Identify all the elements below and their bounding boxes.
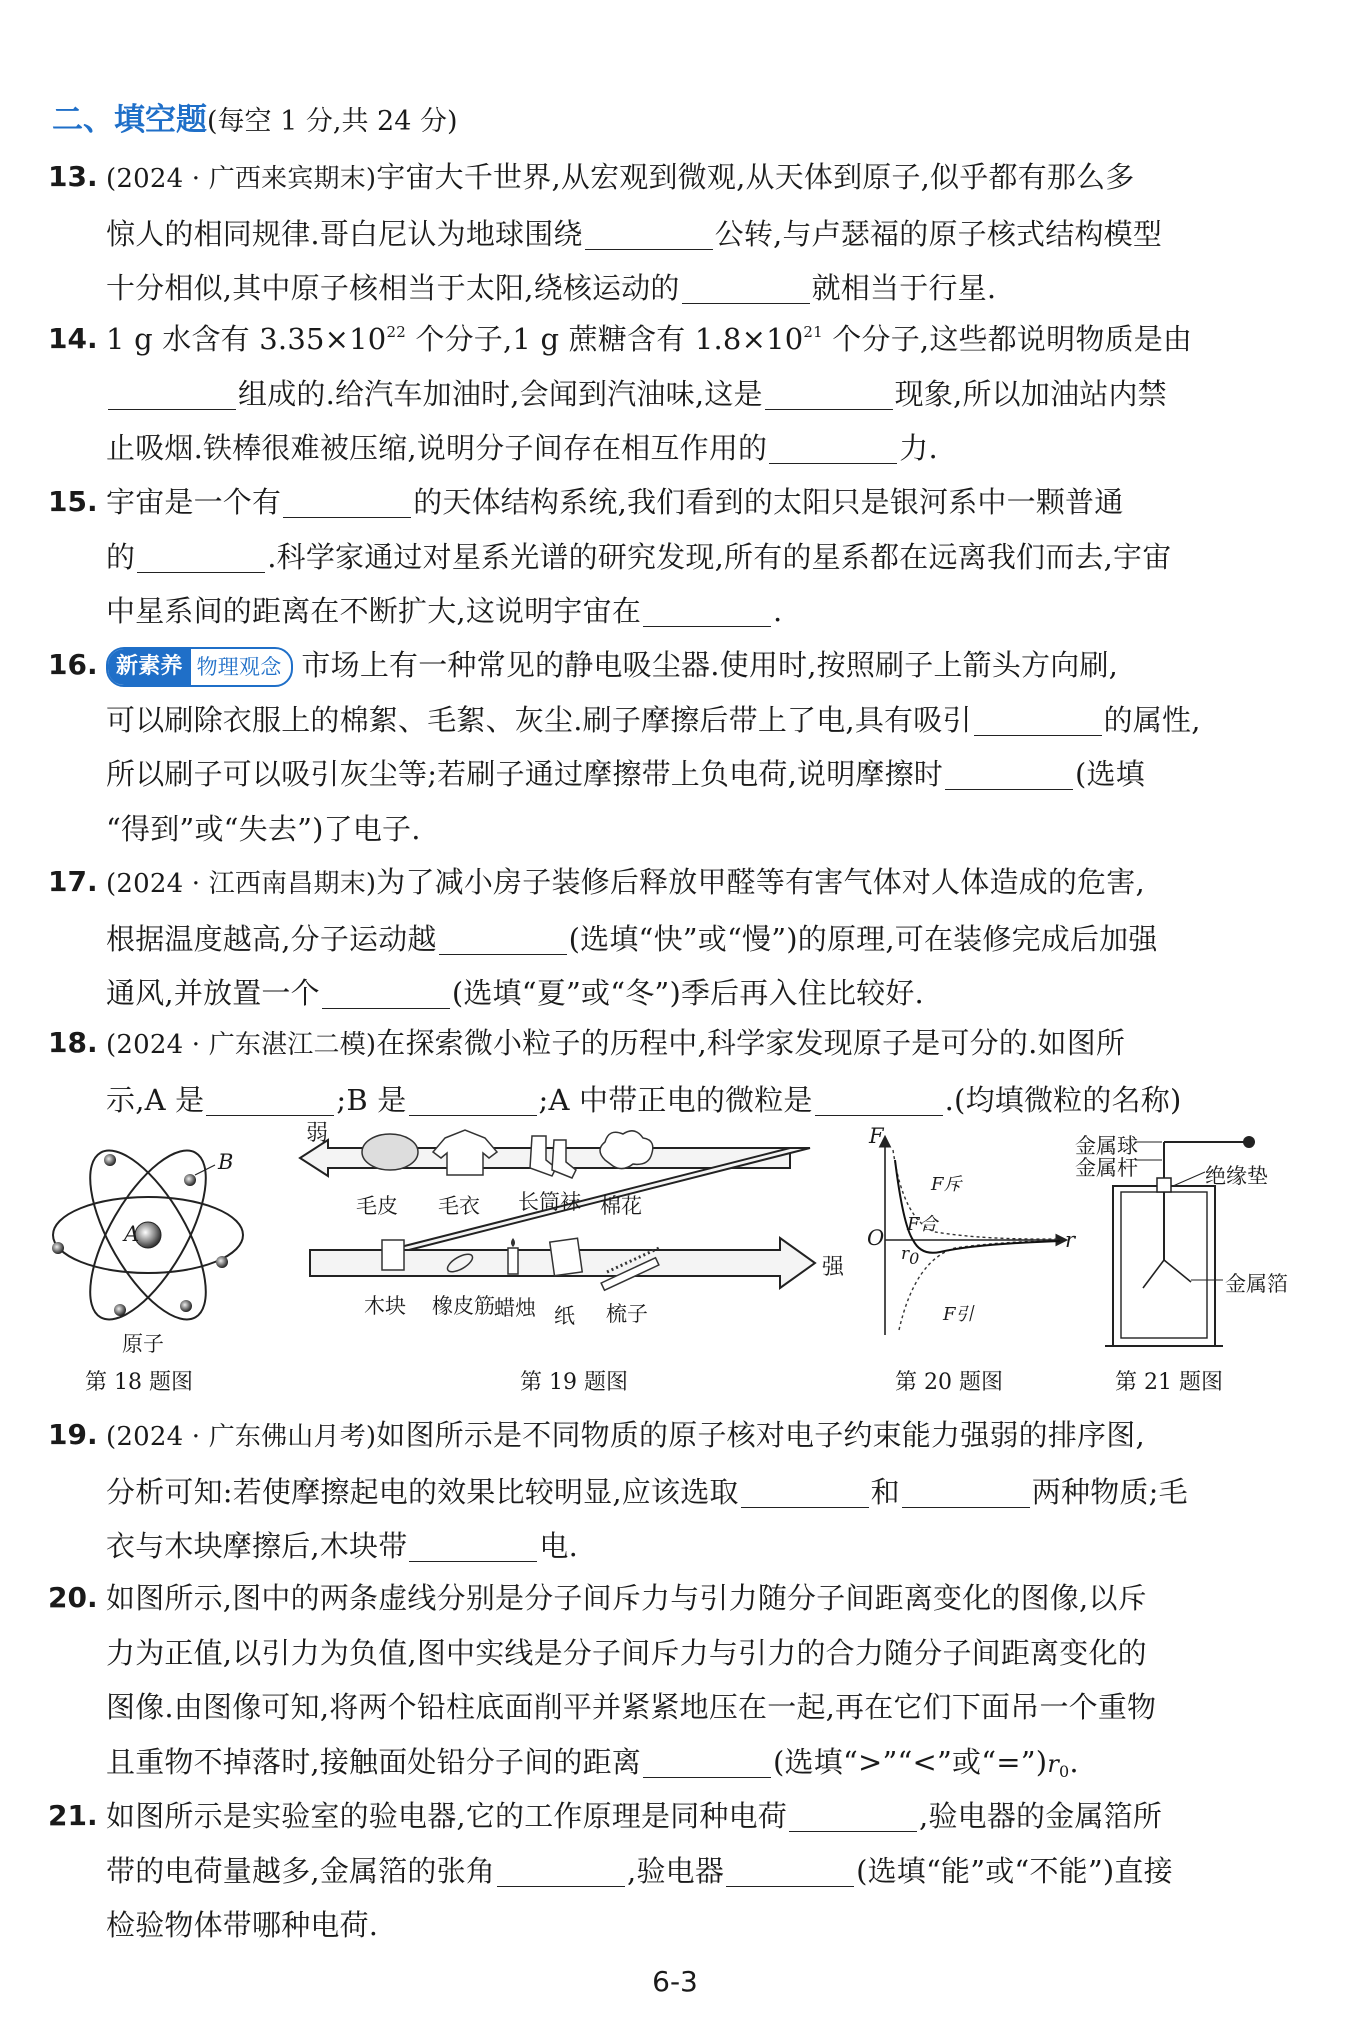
question-text: 组成的.给汽车加油时,会闻到汽油味,这是 — [238, 376, 763, 411]
question-number: 17. — [48, 865, 98, 898]
question-15 — [48, 475, 1318, 639]
question-text: 如图所示是不同物质的原子核对电子约束能力强弱的排序图, — [376, 1418, 1145, 1452]
top-item-label: 毛皮 — [356, 1194, 398, 1218]
electron — [52, 1242, 64, 1254]
metal-rod-label: 金属杆 — [1075, 1156, 1138, 1180]
answer-blank[interactable] — [741, 1473, 869, 1508]
bottom-item-label: 木块 — [364, 1294, 406, 1318]
answer-blank[interactable] — [902, 1473, 1030, 1508]
answer-blank[interactable] — [283, 483, 411, 518]
answer-blank[interactable] — [439, 920, 567, 955]
figure-caption: 第 20 题图 — [895, 1370, 1003, 1395]
electron — [180, 1300, 192, 1312]
question-text: ;B 是 — [336, 1082, 407, 1117]
question-text: 十分相似,其中原子核相当于太阳,绕核运动的 — [106, 271, 680, 305]
question-text: 在探索微小粒子的历程中,科学家发现原子是可分的.如图所 — [376, 1026, 1126, 1060]
question-16 — [48, 638, 1318, 856]
question-text: 市场上有一种常见的静电吸尘器.使用时,按照刷子上箭头方向刷, — [301, 648, 1119, 682]
question-text: 就相当于行星. — [811, 271, 997, 305]
question-text: . — [773, 594, 783, 628]
question-text: 惊人的相同规律.哥白尼认为地球围绕 — [106, 216, 583, 251]
section-title — [52, 94, 458, 139]
question-source: (2024 · 广东佛山月考) — [106, 1422, 377, 1452]
question-number: 18. — [48, 1026, 98, 1059]
question-text: (选填“能”或“不能”)直接 — [856, 1853, 1173, 1888]
electron — [104, 1154, 116, 1166]
page-number: 6-3 — [652, 1965, 698, 1998]
metal-ball — [1243, 1136, 1255, 1148]
metal-foil — [1143, 1260, 1191, 1288]
candle-icon — [508, 1238, 518, 1274]
question-text: (选填 — [1075, 757, 1145, 791]
answer-blank[interactable] — [497, 1852, 625, 1887]
question-text: 电. — [539, 1529, 579, 1563]
question-text: 带的电荷量越多,金属箔的张角 — [106, 1853, 496, 1888]
question-text: 图像.由图像可知,将两个铅柱底面削平并紧紧地压在一起,再在它们下面吊一个重物 — [106, 1690, 1157, 1724]
bottom-item-label: 纸 — [554, 1304, 575, 1328]
answer-blank[interactable] — [322, 974, 450, 1009]
answer-blank[interactable] — [643, 592, 771, 627]
answer-blank[interactable] — [769, 429, 897, 464]
question-source: (2024 · 广东湛江二模) — [106, 1030, 377, 1060]
f-repel-label: F斥 — [931, 1174, 962, 1195]
question-text: 检验物体带哪种电荷. — [106, 1908, 379, 1942]
literacy-badge — [106, 647, 293, 687]
question-text: 1 g 水含有 3.35×10 — [106, 322, 387, 356]
question-20: 20. 如图所示,图中的两条虚线分别是分子间斥力与引力随分子间距离变化的图像,以斥 力为正值,以引力为负值,图中实线是分子间斥力与引力的合力随分子间距离变化的 图像.由图像可知,将两个铅柱底面削平并紧紧地压在一起,再在它们下面吊一个重物 且重物不掉落时,接触面处铅分子间的距离 (选填“>”“<”或“$=”)r_0$. — [48, 1571, 1318, 1791]
question-text: 止吸烟.铁棒很难被压缩,说明分子间存在相互作用的 — [106, 431, 768, 465]
question-number: 19. — [48, 1418, 98, 1451]
question-text: 力为正值,以引力为负值,图中实线是分子间斥力与引力的合力随分子间距离变化的 — [106, 1635, 1147, 1670]
label-b: B — [218, 1150, 234, 1174]
metal-ball-label: 金属球 — [1075, 1134, 1138, 1158]
weak-label: 弱 — [306, 1121, 329, 1146]
question-21 — [48, 1789, 1318, 1953]
question-18 — [48, 1016, 1318, 1127]
question-text: 所以刷子可以吸引灰尘等;若刷子通过摩擦带上负电荷,说明摩擦时 — [106, 757, 943, 791]
axis-r-label: r — [1065, 1228, 1076, 1252]
question-text: 的属性, — [1103, 702, 1201, 737]
answer-blank[interactable] — [108, 375, 236, 410]
force-distance-graph — [865, 1120, 1085, 1350]
bottom-item-label: 橡皮筋 — [432, 1294, 495, 1318]
r0-label: $r_0$ — [901, 1244, 920, 1268]
question-text: 可以刷除衣服上的棉絮、毛絮、灰尘.刷子摩擦后带上了电,具有吸引 — [106, 702, 972, 737]
answer-blank[interactable] — [682, 269, 810, 304]
question-text: (选填“夏”或“冬”)季后再入住比较好. — [451, 976, 924, 1010]
question-text: .科学家通过对星系光谱的研究发现,所有的星系都在远离我们而去,宇宙 — [267, 539, 1172, 574]
answer-blank[interactable] — [206, 1081, 334, 1116]
atom-label: 原子 — [122, 1332, 164, 1356]
bottom-item-label: 蜡烛 — [494, 1296, 536, 1320]
figure-caption: 第 18 题图 — [85, 1370, 193, 1395]
question-source: (2024 · 江西南昌期末) — [106, 869, 377, 899]
answer-blank[interactable] — [726, 1852, 854, 1887]
top-item-label: 长筒袜 — [518, 1190, 581, 1214]
question-number: 13. — [48, 160, 98, 193]
question-text: 和 — [870, 1474, 900, 1509]
strong-label: 强 — [822, 1255, 845, 1280]
figure-caption: 第 19 题图 — [520, 1370, 628, 1395]
question-text: 且重物不掉落时,接触面处铅分子间的距离 — [106, 1744, 642, 1779]
question-number: 15. — [48, 485, 98, 518]
electron — [216, 1256, 228, 1268]
answer-blank[interactable] — [585, 215, 713, 250]
answer-blank[interactable] — [643, 1743, 771, 1778]
figure-caption: 第 21 题图 — [1115, 1370, 1223, 1395]
origin-label: O — [867, 1226, 885, 1250]
answer-blank[interactable] — [137, 538, 265, 573]
insulating-pad-label: 绝缘垫 — [1205, 1164, 1268, 1188]
fur-icon — [362, 1134, 418, 1170]
answer-blank[interactable] — [974, 701, 1102, 736]
answer-blank[interactable] — [945, 755, 1073, 790]
question-text: ,验电器 — [627, 1853, 725, 1888]
question-text: “得到”或“失去”)了电子. — [106, 811, 421, 846]
question-text: 宇宙是一个有 — [106, 485, 282, 519]
axis-f-label: F — [869, 1124, 884, 1148]
question-number: 20. — [48, 1581, 98, 1614]
figure-19-triboelectric-series — [270, 1120, 860, 1400]
question-text: 宇宙大千世界,从宏观到微观,从天体到原子,似乎都有那么多 — [376, 160, 1135, 194]
electron — [184, 1174, 196, 1186]
question-text: 分析可知:若使摩擦起电的效果比较明显,应该选取 — [106, 1474, 739, 1509]
question-text: 现象,所以加油站内禁 — [894, 376, 1167, 411]
f-net-label: F合 — [907, 1214, 938, 1235]
question-text: 公转,与卢瑟福的原子核式结构模型 — [714, 216, 1163, 251]
question-text: 的天体结构系统,我们看到的太阳只是银河系中一颗普通 — [413, 485, 1124, 519]
question-number: 14. — [48, 322, 98, 355]
paper-icon — [550, 1238, 582, 1276]
cotton-icon — [600, 1131, 653, 1169]
question-text: 示,A 是 — [106, 1082, 205, 1117]
f-attract-label: F引 — [943, 1304, 974, 1325]
question-source: (2024 · 广西来宾期末) — [106, 164, 377, 194]
question-text: (选填“快”或“慢”)的原理,可在装修完成后加强 — [568, 921, 1158, 956]
figure-21-electroscope — [1075, 1120, 1325, 1400]
question-text: 个分子,1 g 蔗糖含有 1.8×10 — [405, 322, 804, 356]
question-text: 个分子,这些都说明物质是由 — [822, 322, 1193, 356]
question-number: 16. — [48, 648, 98, 681]
metal-foil-label: 金属箔 — [1225, 1272, 1288, 1296]
question-text: 如图所示,图中的两条虚线分别是分子间斥力与引力随分子间距离变化的图像,以斥 — [106, 1581, 1147, 1615]
top-item-label: 棉花 — [600, 1194, 642, 1218]
question-text: 力. — [899, 431, 938, 465]
question-text: ,验电器的金属箔所 — [919, 1799, 1163, 1833]
question-number: 21. — [48, 1799, 98, 1832]
figure-20-force-graph — [865, 1120, 1085, 1400]
badge-label: 新素养 — [108, 649, 191, 685]
electron — [114, 1304, 126, 1316]
question-text: ;A 中带正电的微粒是 — [538, 1082, 813, 1117]
label-a: A — [124, 1222, 140, 1246]
figures-row — [40, 1120, 1310, 1400]
question-text: 根据温度越高,分子运动越 — [106, 921, 437, 956]
exponent: 21 — [803, 323, 823, 341]
attraction-curve — [899, 1241, 1060, 1330]
question-text: 如图所示是实验室的验电器,它的工作原理是同种电荷 — [106, 1799, 788, 1833]
question-text: 通风,并放置一个 — [106, 976, 320, 1010]
question-14 — [48, 312, 1318, 476]
wood-block-icon — [382, 1240, 404, 1270]
question-text: 两种物质;毛 — [1031, 1474, 1188, 1509]
net-force-curve — [895, 1160, 1060, 1253]
bottom-item-label: 梳子 — [606, 1302, 648, 1326]
answer-blank[interactable] — [409, 1081, 537, 1116]
question-text: .(均填微粒的名称) — [944, 1082, 1182, 1117]
figure-18-atom — [40, 1120, 260, 1400]
section-heading: 二、填空题 — [52, 102, 207, 138]
question-text: 中星系间的距离在不断扩大,这说明宇宙在 — [106, 594, 642, 628]
answer-blank[interactable] — [765, 375, 893, 410]
question-text: (选填“>”“<”或“=”) — [773, 1744, 1048, 1779]
answer-blank[interactable] — [789, 1797, 917, 1832]
question-text: 为了减小房子装修后释放甲醛等有害气体对人体造成的危害, — [376, 865, 1145, 899]
question-19 — [48, 1408, 1318, 1574]
top-item-label: 毛衣 — [438, 1194, 480, 1218]
badge-category: 物理观念 — [196, 654, 282, 679]
answer-blank[interactable] — [409, 1527, 537, 1562]
answer-blank[interactable] — [815, 1081, 943, 1116]
question-17 — [48, 855, 1318, 1021]
question-text: 衣与木块摩擦后,木块带 — [106, 1529, 408, 1563]
question-13 — [48, 150, 1318, 316]
section-scoring-note: (每空 1 分,共 24 分) — [207, 106, 458, 137]
question-text: 的 — [106, 539, 136, 574]
exponent: 22 — [386, 323, 406, 341]
